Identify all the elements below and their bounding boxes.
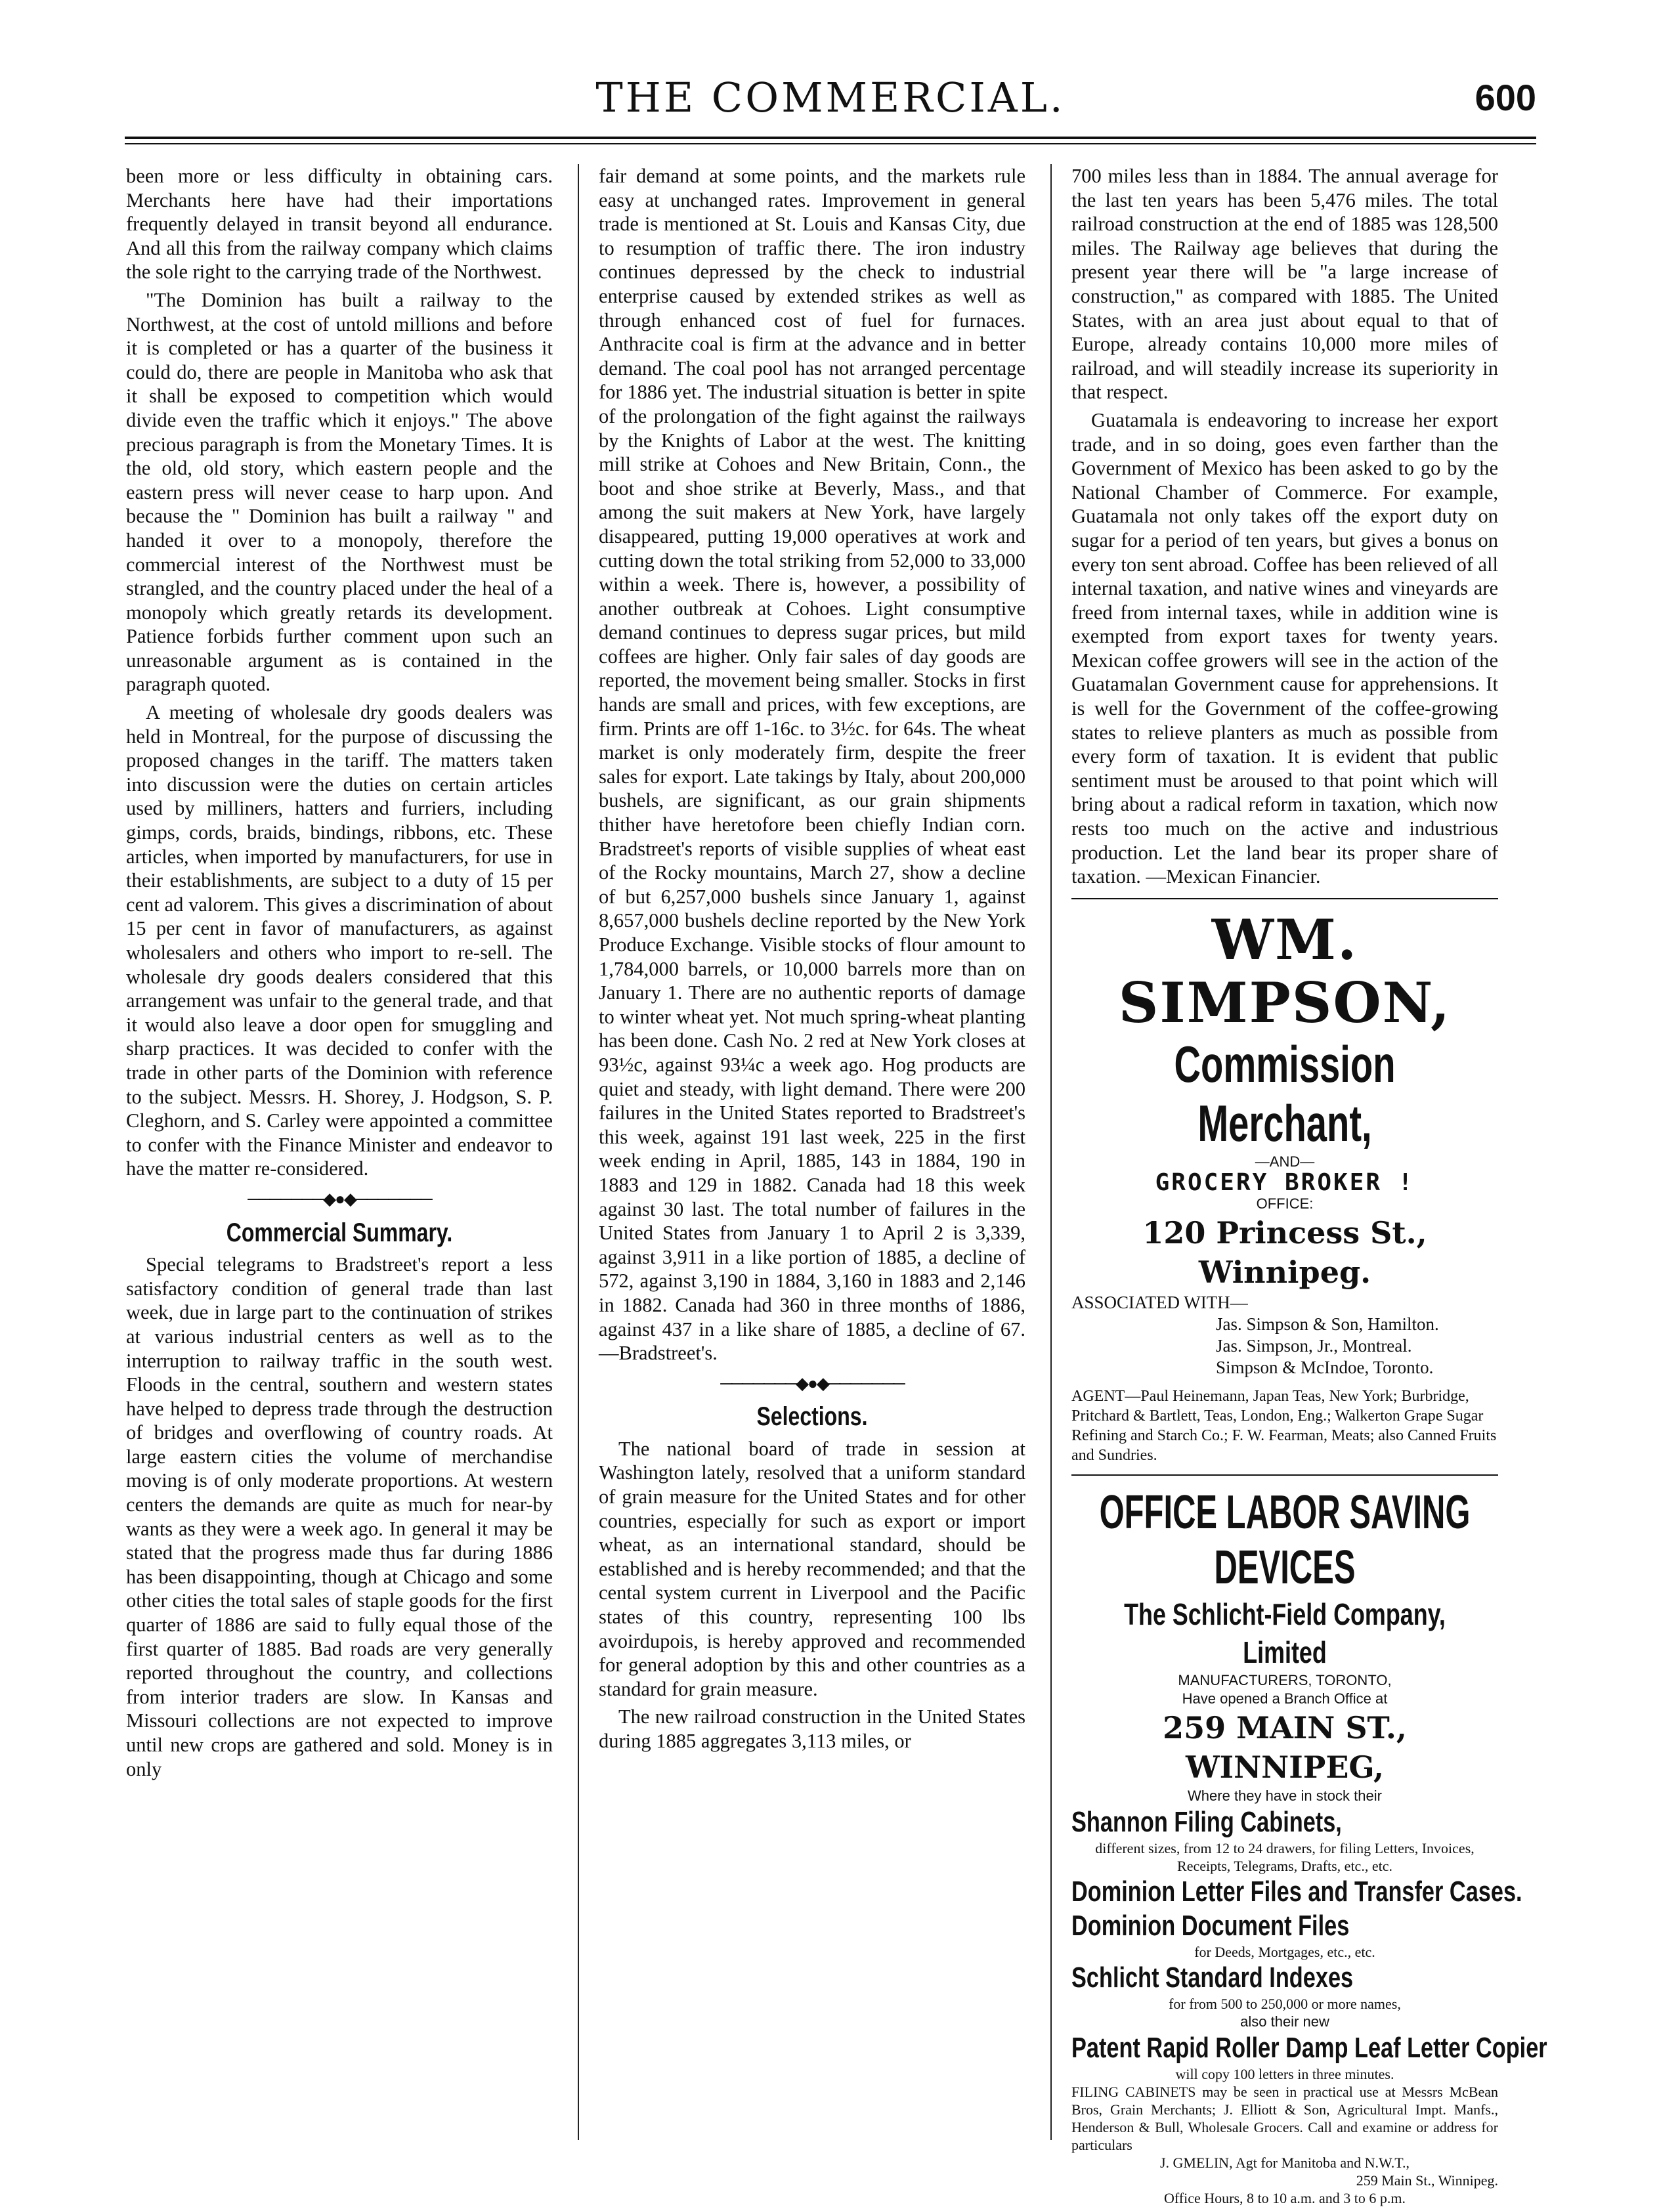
ad-company: The Schlicht-Field Company, Limited	[1124, 1597, 1446, 1670]
column-1	[126, 164, 553, 2140]
ad-product-line: Dominion Document Files	[1071, 1910, 1350, 1942]
ad-divider	[1071, 1474, 1498, 1476]
article-paragraph: A meeting of wholesale dry goods dealers was held in Montreal, for the purpose of discussing the proposed changes in the tariff. The matters taken into discussion were the duties on certain articles used by milliners, hatters and furriers, including gimps, cords, braids, bindings, ribbons, etc. These articles, when imported by manufacturers, for use in their establishments, are subject to a duty of 15 per cent ad valorem. This gives a discrimination of about 15 per cent in favor of manufacturers, as against wholesalers and others who import to re-sell. The wholesale dry goods dealers considered that this arrangement was unfair to the general trade, and that it would also leave a door open for smuggling and sharp practices. It was decided to confer with the trade in other parts of the Dominion with reference to the subject. Messrs. H. Shorey, J. Hodgson, S. P. Cleghorn, and S. Carley were appointed a committee to confer with the Finance Minister and endeavor to have the matter re-considered.	[126, 701, 553, 1180]
ad-address: 259 MAIN ST., WINNIPEG,	[1163, 1710, 1407, 1786]
ad-branch: Have opened a Branch Office at	[1182, 1690, 1388, 1707]
section-heading: Commercial Summary.	[226, 1218, 453, 1247]
ad-product-line: Shannon Filing Cabinets,	[1071, 1806, 1342, 1839]
column-3	[1071, 164, 1547, 2207]
section-heading: Selections.	[756, 1402, 868, 1432]
section-divider-ornament: ───────◆●◆───────	[720, 1373, 904, 1393]
article-paragraph: The national board of trade in session at Washington lately, resolved that a uniform standard of grain measure for the United States and for other countries, especially for such as export or import wheat, as an international standard, should be established and is hereby recommended; and that the cental system current in Liverpool and the Pacific states of this country, representing 100 lbs avoirdupois, is hereby approved and recommended for general adoption by this and other countries as a standard for grain measure.	[599, 1437, 1025, 1700]
masthead	[125, 74, 1536, 133]
ad-product-line: Dominion Letter Files and Transfer Cases.	[1071, 1875, 1522, 1908]
ad-hours: Office Hours, 8 to 10 a.m. and 3 to 6 p.m.	[1163, 2190, 1406, 2207]
ad-agent: J. GMELIN, Agt for Manitoba and N.W.T.,	[1159, 2154, 1410, 2172]
ad-product-line: Schlicht Standard Indexes	[1071, 1961, 1354, 1994]
ad-agent-text: AGENT—Paul Heinemann, Japan Teas, New York; Burbridge, Pritchard & Bartlett, Teas, London, Eng.; Walkerton Grape Sugar Refining and Starch Co.; F. W. Fearman, Meats; also Canned Fruits and Sundries.	[1071, 1388, 1497, 1465]
ad-address: 120 Princess St., Winnipeg.	[1142, 1215, 1427, 1291]
column-divider	[578, 164, 579, 2140]
simpson-advertisement	[1071, 909, 1498, 1466]
ad-stock: Where they have in stock their	[1188, 1788, 1382, 1805]
ad-divider	[1071, 898, 1498, 899]
ad-product-line: Patent Rapid Roller Damp Leaf Letter Copier	[1071, 2032, 1547, 2065]
article-paragraph: "The Dominion has built a railway to the Northwest, at the cost of untold millions and before it is completed or has a quarter of the business it could do, there are people in Manitoba who ask that it shall be exposed to competition which would divide even the traffic which it enjoys." The above precious paragraph is from the Monetary Times. It is the old, old story, which eastern people and the eastern press will never cease to harp upon. And because the " Dominion has built a railway " and handed it over to a monopoly, therefore the commercial interest of the Northwest must be strangled, and the country placed under the heal of a monopoly which greatly retards its development. Patience forbids further comment upon such an unreasonable argument as is contained in the paragraph quoted.	[126, 288, 553, 696]
ad-cabinets-note: FILING CABINETS may be seen in practical use at Messrs McBean Bros, Grain Merchants; J. Elliott & Son, Agricultural Impt. Manfs., Henderson & Bull, Wholesale Grocers. Call and examine or address for particulars	[1071, 2084, 1498, 2154]
article-paragraph: The new railroad construction in the United States during 1885 aggregates 3,113 miles, or	[599, 1705, 1025, 1752]
ad-merchant-name: WM. SIMPSON,	[1118, 907, 1452, 1035]
ad-associate: Jas. Simpson & Son, Hamilton.	[1216, 1314, 1439, 1335]
page-number: 600	[1475, 77, 1536, 118]
article-paragraph: Special telegrams to Bradstreet's report a less satisfactory condition of general trade than last week, due in large part to the continuation of strikes at various industrial centers as well as to the interruption to railway traffic in the south west. Floods in the central, southern and western states have helped to depress trade through the destruction of bridges and overflowing of country roads. At large eastern cities the volume of merchandise moving is of only moderate proportions. At western centers the demands are quite as much for near-by wants as they were a week ago. In general it may be stated that the progress made thus far during 1886 has been disappointing, though at Chicago and some other cities the total sales of staple goods for the first quarter of 1886 are said to fully equal those of the first quarter of 1885. Bad roads are very generally reported throughout the country, and collections from interior traders are slow. In Kansas and Missouri collections are not expected to improve until new crops are gathered and sold. Money is in only	[126, 1253, 553, 1780]
column-2	[599, 164, 1025, 2140]
newspaper-title: THE COMMERCIAL.	[595, 74, 1066, 121]
ad-headline: OFFICE LABOR SAVING DEVICES	[1099, 1486, 1471, 1595]
article-paragraph: been more or less difficulty in obtaining cars. Merchants here have had their importations frequently delayed in transit beyond all endurance. And all this from the railway company which claims the sole right to the carrying trade of the Northwest.	[126, 165, 553, 284]
masthead-rule-thin	[125, 143, 1536, 144]
ad-product-note: will copy 100 letters in three minutes.	[1175, 2066, 1394, 2083]
schlicht-advertisement	[1071, 1485, 1547, 2207]
article-paragraph: Guatamala is endeavoring to increase her export trade, and in so doing, goes even farther than the Government of Mexico has been asked to go by the National Chamber of Commerce. For example, Guatamala not only takes off the export duty on sugar for a period of ten years, but gives a bonus on every ton sent abroad. Coffee has been relieved of all internal taxation, and native wines and vineyards are freed from internal taxes, while in addition wine is exempted from export taxes for twenty years. Mexican coffee growers will see in the action of the Guatamalan Government cause for apprehensions. It is well for the Government of the coffee-growing states to relieve planters as much as possible from every form of taxation. It is evident that public sentiment must be aroused to that point which will bring about a radical reform in taxation, which now rests too much on the active and industrious production. Let the land bear its proper share of taxation. —Mexican Financier.	[1071, 408, 1498, 888]
ad-product-note: for from 500 to 250,000 or more names,	[1169, 1996, 1401, 2013]
ad-associated-label: ASSOCIATED WITH—	[1071, 1293, 1248, 1313]
ad-merchant-role: Commission Merchant,	[1174, 1035, 1396, 1152]
ad-and: —AND—	[1255, 1153, 1315, 1170]
article-paragraph: 700 miles less than in 1884. The annual average for the last ten years has been 5,476 miles. The total railroad construction at the end of 1885 was 128,500 miles. The Railway age believes that during the present year there will be "a large increase of construction," as compared with 1885. The United States, with an area just about equal to that of Europe, already contains 10,000 more miles of railroad, and will steadily increase its superiority in that respect.	[1071, 165, 1498, 404]
ad-manufacturers: MANUFACTURERS, TORONTO,	[1178, 1672, 1392, 1689]
ad-associate: Jas. Simpson, Jr., Montreal.	[1216, 1336, 1412, 1356]
ad-agent-address: 259 Main St., Winnipeg.	[1356, 2172, 1498, 2189]
masthead-rule-thick	[125, 137, 1536, 139]
column-divider	[1050, 164, 1052, 2140]
ad-also: also their new	[1240, 2013, 1329, 2030]
article-paragraph: fair demand at some points, and the markets rule easy at unchanged rates. Improvement in general trade is mentioned at St. Louis and Kansas City, due to resumption of traffic there. The iron industry continues depressed by the check to industrial enterprise caused by extended strikes as well as through enhanced cost of fuel for furnaces. Anthracite coal is firm at the advance and in better demand. The coal pool has not arranged percentage for 1886 yet. The industrial situation is better in spite of the prolongation of the fight against the railways by the Knights of Labor at the west. The knitting mill strike at Cohoes and New Britain, Conn., the boot and shoe strike at Beverly, Mass., and that among the suit makers at New York, have largely disappeared, putting 19,000 operatives at work and cutting down the total striking from 52,000 to 33,000 within a week. There is, however, a possibility of another outbreak at Cohoes. Light consumptive demand continues to depress sugar prices, but mild coffees are higher. Only fair sales of day goods are reported, the movement being smaller. Stocks in first hands are small and prices, with few exceptions, are firm. Prints are off 1-16c. to 3½c. for 64s. The wheat market is only moderately firm, despite the freer sales for export. Late takings by Italy, about 200,000 bushels, are significant, as our grain shipments thither have heretofore been chiefly Indian corn. Bradstreet's reports of visible supplies of wheat east of the Rocky mountains, March 27, show a decline of but 6,257,000 bushels since January 1, against 8,657,000 bushels decline reported by the New York Produce Exchange. Visible stocks of flour amount to 1,784,000 barrels, or 10,000 barrels more than on January 1. There are no authentic reports of damage to winter wheat yet. Not much spring-wheat planting has been done. Cash No. 2 red at New York closes at 93½c, against 93¼c a week ago. Hog products are quiet and steady, with light demand. There were 200 failures in the United States reported to Bradstreet's this week, against 191 last week, 225 in the first week ending in April, 1885, 143 in 1884, 190 in 1883 and 129 in 1882. Canada had 18 this week against 30 last. The total number of failures in the United States from January 1 to April 2 is 3,339, against 3,911 in a like portion of 1885, a decline of 572, against 3,190 in 1884, 3,160 in 1883 and 2,146 in 1882. Canada had 360 in three months of 1886, against 437 in a like share of 1885, a decline of 67.—Bradstreet's.	[599, 165, 1025, 1365]
ad-associate: Simpson & McIndoe, Toronto.	[1216, 1358, 1434, 1378]
ad-product-note: for Deeds, Mortgages, etc., etc.	[1194, 1944, 1375, 1961]
section-divider-ornament: ───────◆●◆───────	[248, 1189, 431, 1209]
ad-product-note: different sizes, from 12 to 24 drawers, for filing Letters, Invoices, Receipts, Telegrams, Drafts, etc., etc.	[1095, 1840, 1475, 1875]
ad-office-label: OFFICE:	[1256, 1195, 1314, 1212]
ad-grocery-broker: GROCERY BROKER !	[1155, 1168, 1415, 1196]
